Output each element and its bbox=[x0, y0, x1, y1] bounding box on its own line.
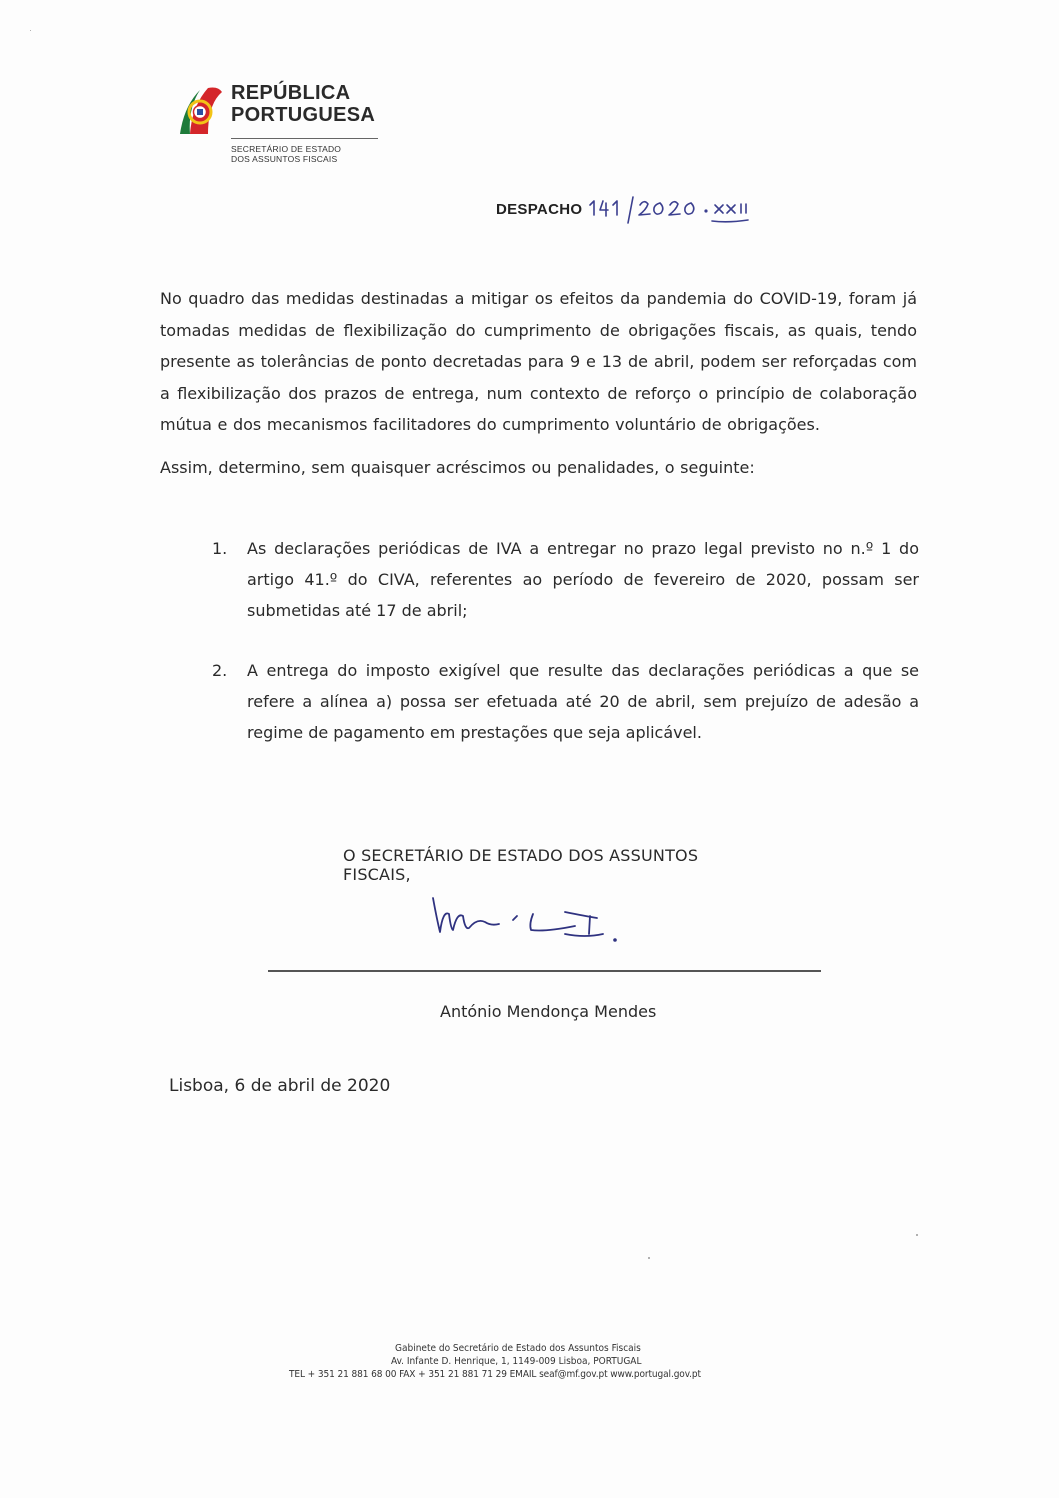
department-name bbox=[231, 144, 431, 164]
signatory-name: António Mendonça Mendes bbox=[440, 1002, 657, 1021]
handwritten-signature bbox=[425, 880, 725, 960]
scan-speck bbox=[916, 1234, 918, 1236]
list-item-text: A entrega do imposto exigível que resulte das declarações periódicas a que se refere a alínea a) possa ser efetuada até 20 de abril, sem prejuízo de adesão a regime de pagamento em prestações que seja aplicável. bbox=[247, 661, 919, 742]
list-item-number: 2. bbox=[212, 661, 228, 680]
org-name-line2: PORTUGUESA bbox=[231, 104, 376, 126]
signatory-title: O SECRETÁRIO DE ESTADO DOS ASSUNTOS FISCAIS, bbox=[343, 846, 699, 884]
footer-office: Gabinete do Secretário de Estado dos Assuntos Fiscais bbox=[395, 1343, 641, 1354]
scan-speck bbox=[30, 30, 31, 31]
department-line1: SECRETÁRIO DE ESTADO bbox=[231, 144, 342, 154]
department-line2: DOS ASSUNTOS FISCAIS bbox=[231, 154, 338, 164]
org-name bbox=[231, 82, 431, 126]
handwritten-number bbox=[588, 193, 818, 233]
signature-line bbox=[268, 970, 821, 972]
place-and-date: Lisboa, 6 de abril de 2020 bbox=[169, 1076, 391, 1096]
footer-address: Av. Infante D. Henrique, 1, 1149-009 Lisboa, PORTUGAL bbox=[391, 1356, 642, 1367]
portuguese-republic-emblem-icon bbox=[178, 84, 224, 136]
header-divider bbox=[231, 138, 378, 139]
title-label: DESPACHO bbox=[496, 201, 583, 218]
list-item-number: 1. bbox=[212, 539, 228, 558]
list-item-text: As declarações periódicas de IVA a entregar no prazo legal previsto no n.º 1 do artigo 41.º do CIVA, referentes ao período de fevereiro de 2020, possam ser submetidas até 17 de abril; bbox=[247, 539, 919, 620]
paragraph-intro: No quadro das medidas destinadas a mitigar os efeitos da pandemia do COVID-19, foram já tomadas medidas de flexibilização do cumprimento de obrigações fiscais, as quais, tendo presente as tolerâncias de ponto decretadas para 9 e 13 de abril, podem ser reforçadas com a flexibilização dos prazos de entrega, num contexto de reforço o princípio de colaboração mútua e dos mecanismos facilitadores do cumprimento voluntário de obrigações. bbox=[160, 289, 917, 434]
org-name-line1: REPÚBLICA bbox=[231, 82, 351, 104]
scan-speck bbox=[648, 1257, 650, 1259]
footer-contacts: TEL + 351 21 881 68 00 FAX + 351 21 881 71 29 EMAIL seaf@mf.gov.pt www.portugal.gov.pt bbox=[289, 1369, 701, 1380]
paragraph-determination: Assim, determino, sem quaisquer acréscimos ou penalidades, o seguinte: bbox=[160, 458, 755, 477]
